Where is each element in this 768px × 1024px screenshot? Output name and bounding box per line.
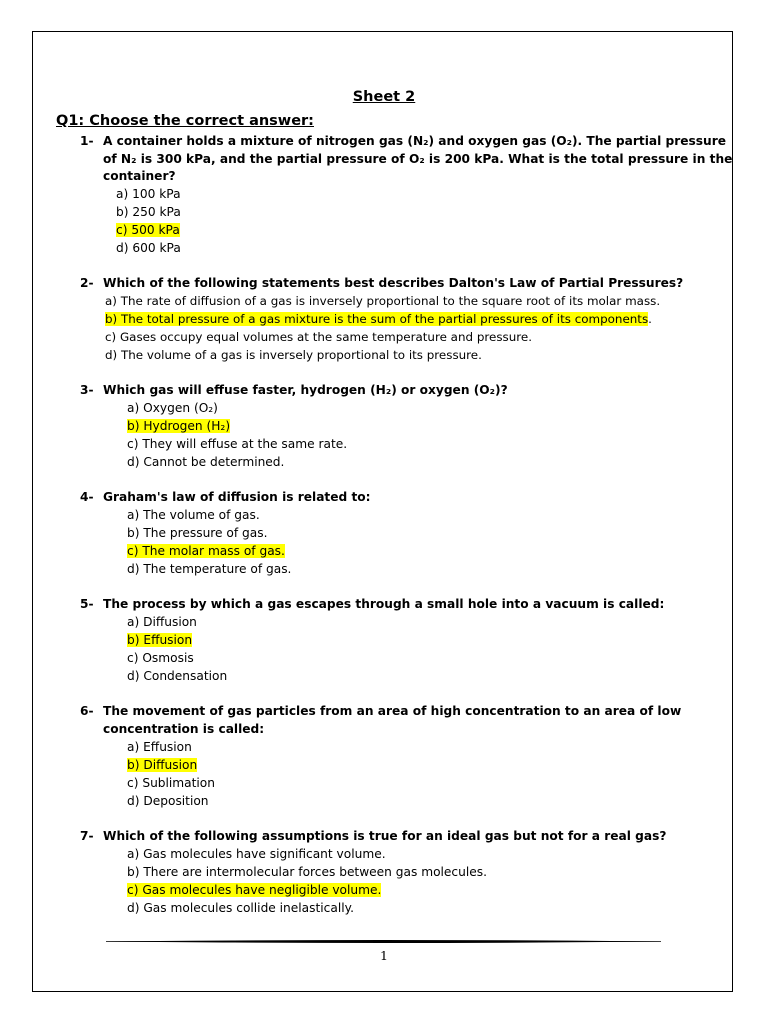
- question-5-option-a: a) Diffusion: [127, 615, 197, 629]
- sheet-title: Sheet 2: [352, 89, 416, 105]
- question-1-text-line-3: container?: [103, 169, 176, 183]
- question-6-text-line-2: concentration is called:: [103, 722, 265, 736]
- section-heading: Q1: Choose the correct answer:: [56, 113, 314, 129]
- question-2-option-b-period: .: [648, 312, 652, 326]
- question-2-option-d: d) The volume of a gas is inversely proportional to its pressure.: [105, 348, 482, 362]
- question-4-option-d: d) The temperature of gas.: [127, 562, 292, 576]
- question-2-option-a: a) The rate of diffusion of a gas is inversely proportional to the square root of its molar mass.: [105, 294, 661, 308]
- footer-rule: [106, 938, 661, 945]
- question-7-option-d: d) Gas molecules collide inelastically.: [127, 901, 354, 915]
- question-3-option-c: c) They will effuse at the same rate.: [127, 437, 348, 451]
- question-5-option-c: c) Osmosis: [127, 651, 194, 665]
- page-number: 1: [380, 948, 388, 963]
- question-1-option-b: b) 250 kPa: [116, 205, 181, 219]
- question-3-option-b-correct: b) Hydrogen (H₂): [127, 419, 231, 433]
- question-1-text-line-2: of N₂ is 300 kPa, and the partial pressure of O₂ is 200 kPa. What is the total pressure in the: [103, 152, 733, 166]
- question-6-text-line-1: The movement of gas particles from an area of high concentration to an area of low: [103, 704, 682, 718]
- question-1-option-d: d) 600 kPa: [116, 241, 181, 255]
- question-7-option-b: b) There are intermolecular forces between gas molecules.: [127, 865, 487, 879]
- question-4-option-a: a) The volume of gas.: [127, 508, 260, 522]
- question-6-option-a: a) Effusion: [127, 740, 192, 754]
- question-2-number: 2-: [80, 276, 94, 290]
- question-5-number: 5-: [80, 597, 94, 611]
- question-3-text: Which gas will effuse faster, hydrogen (H₂) or oxygen (O₂)?: [103, 383, 508, 397]
- question-7-number: 7-: [80, 829, 94, 843]
- question-5-option-d: d) Condensation: [127, 669, 228, 683]
- question-2-option-c: c) Gases occupy equal volumes at the same temperature and pressure.: [105, 330, 532, 344]
- question-6-number: 6-: [80, 704, 94, 718]
- question-4-number: 4-: [80, 490, 94, 504]
- question-3-option-d: d) Cannot be determined.: [127, 455, 285, 469]
- question-7-text: Which of the following assumptions is true for an ideal gas but not for a real gas?: [103, 829, 667, 843]
- question-4-option-b: b) The pressure of gas.: [127, 526, 268, 540]
- question-7-option-c-correct: c) Gas molecules have negligible volume.: [127, 883, 382, 897]
- question-3-option-a: a) Oxygen (O₂): [127, 401, 218, 415]
- question-3-number: 3-: [80, 383, 94, 397]
- question-1-number: 1-: [80, 134, 94, 148]
- question-1-option-c-correct: c) 500 kPa: [116, 223, 180, 237]
- question-6-option-c: c) Sublimation: [127, 776, 215, 790]
- question-2-text: Which of the following statements best describes Dalton's Law of Partial Pressures?: [103, 276, 684, 290]
- question-6-option-b-correct: b) Diffusion: [127, 758, 198, 772]
- question-4-option-c-correct: c) The molar mass of gas.: [127, 544, 285, 558]
- question-4-text: Graham's law of diffusion is related to:: [103, 490, 371, 504]
- question-5-option-b-correct: b) Effusion: [127, 633, 193, 647]
- question-1-text-line-1: A container holds a mixture of nitrogen gas (N₂) and oxygen gas (O₂). The partial pressure: [103, 134, 726, 148]
- question-2-option-b-correct: b) The total pressure of a gas mixture is the sum of the partial pressures of its components: [105, 312, 649, 326]
- question-5-text: The process by which a gas escapes through a small hole into a vacuum is called:: [103, 597, 665, 611]
- question-1-option-a: a) 100 kPa: [116, 187, 181, 201]
- question-6-option-d: d) Deposition: [127, 794, 209, 808]
- question-7-option-a: a) Gas molecules have significant volume.: [127, 847, 386, 861]
